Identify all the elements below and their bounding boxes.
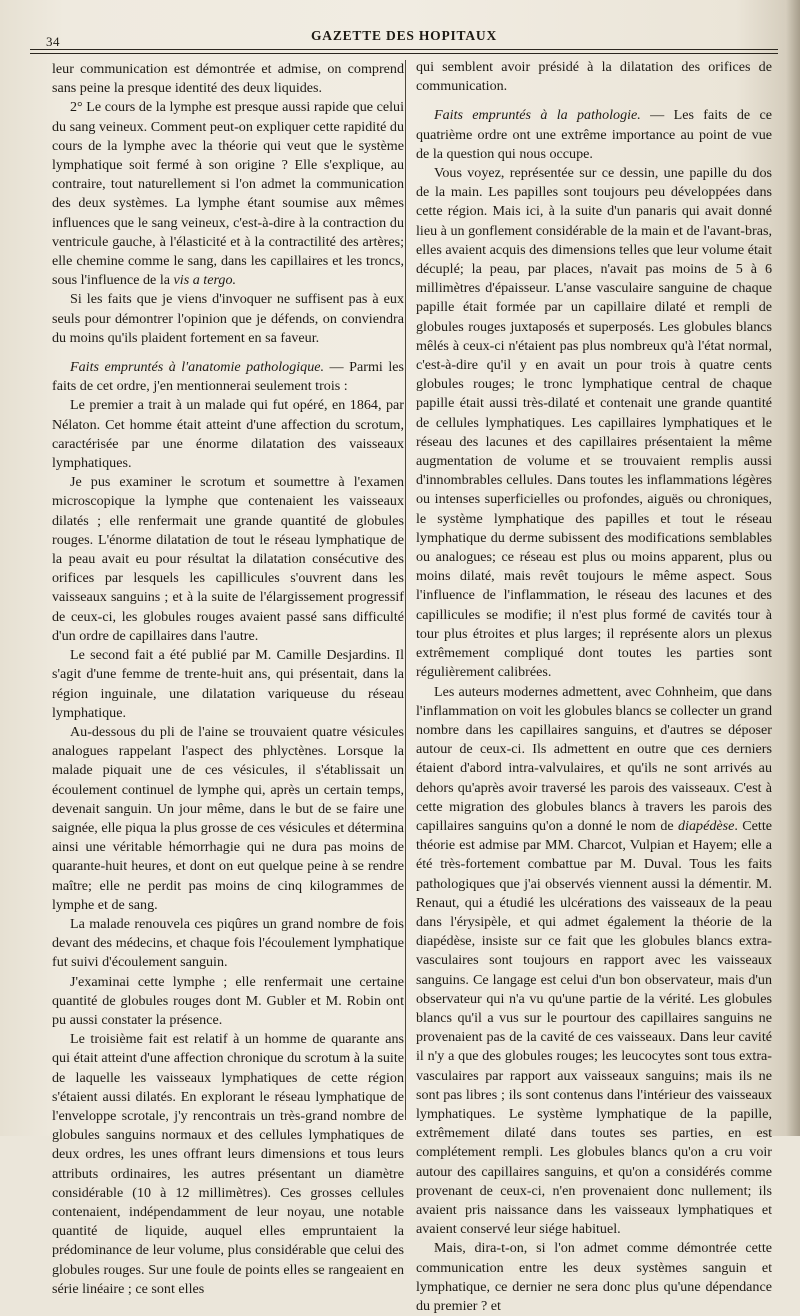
italic-phrase: vis a tergo. bbox=[173, 272, 237, 289]
paragraph: Le premier a trait à un malade qui fut opéré, en 1864, par Nélaton. Cet homme était atteint d'une affection du scrotum, caractérisée par une énorme dilatation des vaisseaux lymphatiques. bbox=[52, 397, 404, 472]
paragraph: Si les faits que je viens d'invoquer ne suffisent pas à eux seuls pour démontrer l'opinion que je défends, on conviendra du moins qu'ils plaident fortement en sa faveur. bbox=[52, 291, 404, 346]
section-paragraph: Faits empruntés à l'anatomie pathologique. — Parmi les faits de cet ordre, j'en mentionnerai seulement trois : bbox=[52, 359, 404, 395]
paragraph: leur communication est démontrée et admise, on comprend sans peine la presque identité des deux liquides. bbox=[52, 61, 404, 97]
right-column bbox=[416, 58, 772, 1316]
paragraph: Je pus examiner le scrotum et soumettre à l'examen microscopique la lymphe que contenaient les vaisseaux dilatés ; elle renfermait une grande quantité de globules rouges. L'énorme dilatation de tout le réseau lymphatique de la peau avait eu pour résultat la dilatation consécutive des orifices par lesquels les capillicules s'ouvrent dans les vaisseaux sanguins ; et à la suite de l'élargissement progressif de ceux-ci, les globules rouges avaient passé sans difficulté d'un ordre de capillaires dans l'autre. bbox=[52, 474, 404, 644]
paragraph: J'examinai cette lymphe ; elle renfermait une certaine quantité de globules rouges dont M. Gubler et M. Robin ont pu aussi constater la présence. bbox=[52, 973, 404, 1028]
header-rule-thin bbox=[30, 53, 778, 54]
paragraph: Les auteurs modernes admettent, avec Cohnheim, que dans l'inflammation on voit les globules blancs se collecter un grand nombre dans les capillaires sanguins, et d'autres se déposer autour de ceux-ci. Ils admettent en outre que ces derniers étaient d'abord intra-valvulaires, et qu'ils ne sont arrivés au dehors qu'après avoir traversé les parois des vaisseaux. C'est à cette migration des globules blancs à travers les parois des capillaires sanguins qu'on a donné le nom de diapédèse. Cette théorie est admise par MM. Charcot, Vulpian et Hayem; elle a été très-fortement combattue par M. Duval. Tous les faits pathologiques que j'ai observés viennent aussi la démentir. M. Renaut, qui a étudié les ulcérations des vaisseaux de la peau dans l'érysipèle, et qui admet également la théorie de la diapédèse, insiste sur ce fait que les globules blancs extra-vasculaires sont toujours en rapport avec les vaisseaux sanguins. Ce langage est celui d'un bon observateur, mais d'un observateur qui n'a vu qu'une partie de la vérité. Les globules blancs qu'il a vus sur le pourtour des capillaires sanguins ne provenaient pas de la cavité de ces vaisseaux. Dans leur cavité il n'y a que des globules rouges; les leucocytes sont tous extra-vasculaires par rapport aux vaisseaux sanguins; mais ils ne sont pas libres ; ils sont contenus dans l'intérieur des vaisseaux lymphatiques. Le système lymphatique de la papille, extrêmement dilaté dans toutes ses parties, en est complétement rempli. Les globules blancs qu'on a cru voir autour des capillaires sanguins, et qu'on a considérés comme provenant de ceux-ci, n'en provenaient donc nullement; ils avaient pris naissance dans les vaisseaux lymphatiques et avaient conservé leur siége habituel. bbox=[416, 683, 772, 1238]
paragraph: Au-dessous du pli de l'aine se trouvaient quatre vésicules analogues rappelant l'aspect des phlyctènes. Lorsque la malade piquait une de ces vésicules, il s'établissait un écoulement continuel de lymphe qui, après un certain temps, devenait sanguin. Un jour même, dans le but de se faire une saignée, elle piqua la plus grosse de ces vésicules et détermina ainsi une véritable hémorrhagie qui ne dura pas moins de quarante-huit heures, et dont on eut quelque peine à se rendre maître; elle ne perdit pas moins de cinq kilogrammes de lymphe et de sang. bbox=[52, 723, 404, 913]
column-divider bbox=[405, 60, 406, 1120]
section-heading: Faits empruntés à la pathologie. bbox=[434, 107, 641, 124]
italic-term: diapédèse bbox=[678, 817, 735, 834]
paragraph: Vous voyez, représentée sur ce dessin, une papille du dos de la main. Les papilles sont toujours peu développées dans cette région. Mais ici, à la suite d'un panaris qui avait donné lieu à un gonflement considérable de la main et de l'avant-bras, elles avaient acquis des dimensions telles que leur volume était décuplé; la peau, par places, n'avait pas moins de 5 à 6 millimètres d'épaisseur. L'anse vasculaire sanguine de chaque papille était formée par un capillaire dilaté et rempli de globules rouges juxtaposés et superposés. Les globules blancs mêlés à ceux-ci n'étaient pas plus nombreux qu'à l'état normal, c'est-à-dire qu'il y en avait un pour trois à quatre cents globules rouges; le tronc lymphatique central de chaque papille était aussi très-dilaté et contenait une grande quantité de cellules lymphatiques. Les capillaires lymphatiques et le réseau des lacunes et des capillaires présentaient la même augmentation de volume et se trouvaient remplis aussi d'innombrables cellules. Dans toutes les inflammations légères ou intenses superficielles ou profondes, aiguës ou chroniques, le système lymphatique des papilles et tout le réseau lymphatique du derme subissent des modifications semblables ou analogues; ce réseau est plus ou moins apparent, plus ou moins dilaté, mais revêt toujours le même aspect. Sous l'influence de l'inflammation, le réseau des lacunes et des capillicules se modifie; il n'est plus formé de cavités tour à tour plus étroites et plus larges; il représente alors un plexus extrêmement compliqué dont toutes les parties sont régulièrement calibrées. bbox=[416, 165, 772, 681]
paragraph: Le second fait a été publié par M. Camille Desjardins. Il s'agit d'une femme de trente-huit ans, qui présentait, dans la région inguinale, une dilatation variqueuse du réseau lymphatique. bbox=[52, 647, 404, 721]
left-column bbox=[52, 60, 404, 1299]
page-number: 34 bbox=[46, 34, 60, 49]
section-heading: Faits empruntés à l'anatomie pathologique. bbox=[70, 359, 325, 376]
page-edge-shadow bbox=[786, 0, 800, 1136]
paragraph: La malade renouvela ces piqûres un grand nombre de fois devant des médecins, et chaque fois l'écoulement lymphatique fut suivi d'écoulement sanguin. bbox=[52, 915, 404, 971]
paragraph: Le troisième fait est relatif à un homme de quarante ans qui était atteint d'une affection chronique du scrotum à la suite de laquelle les vaisseaux lymphatiques de cette région s'étaient aussi dilatés. En explorant le réseau lymphatique de l'enveloppe scrotale, j'y rencontrais un très-grand nombre de globules sanguins normaux et des cellules lymphatiques de deux ordres, les unes offrant leurs dimensions et tous leurs attributs ordinaires, les autres présentant un diamètre considérable (10 à 12 millimètres). Ces grosses cellules contenaient, indépendamment de leur noyau, une notable quantité de liquide, auquel elles empruntaient la prédominance de leur volume, plus considérable que celui des globules rouges. Sur une foule de points elles se rangeaient en série linéaire ; ce sont elles bbox=[52, 1031, 404, 1297]
paragraph: 2° Le cours de la lymphe est presque aussi rapide que celui du sang veineux. Comment peut-on expliquer cette rapidité du cours de la lymphe avec la théorie qui veut que le système lymphatique soit fermé à son origine ? Elle s'explique, au contraire, tout naturellement si l'on admet la communication des deux systèmes. La lymphe étant soumise aux mêmes influences que le sang veineux, c'est-à-dire à la contraction du ventricule gauche, à l'élasticité et à la contractilité des artères; elle chemine comme le sang, dans les capillaires et les troncs, sous l'influence de la vis a tergo. bbox=[52, 99, 404, 289]
paragraph: qui semblent avoir présidé à la dilatation des orifices de communication. bbox=[416, 59, 772, 95]
header-rule bbox=[30, 49, 778, 50]
running-title: GAZETTE DES HOPITAUX bbox=[310, 28, 498, 43]
paragraph: Mais, dira-t-on, si l'on admet comme démontrée cette communication entre les deux systèmes sanguin et lymphatique, ce dernier ne sera donc plus qu'une dépendance du premier ? et bbox=[416, 1240, 772, 1314]
section-paragraph: Faits empruntés à la pathologie. — Les faits de ce quatrième ordre ont une extrême importance au point de vue de la question qui nous occupe. bbox=[416, 107, 772, 162]
page-header bbox=[30, 26, 778, 50]
